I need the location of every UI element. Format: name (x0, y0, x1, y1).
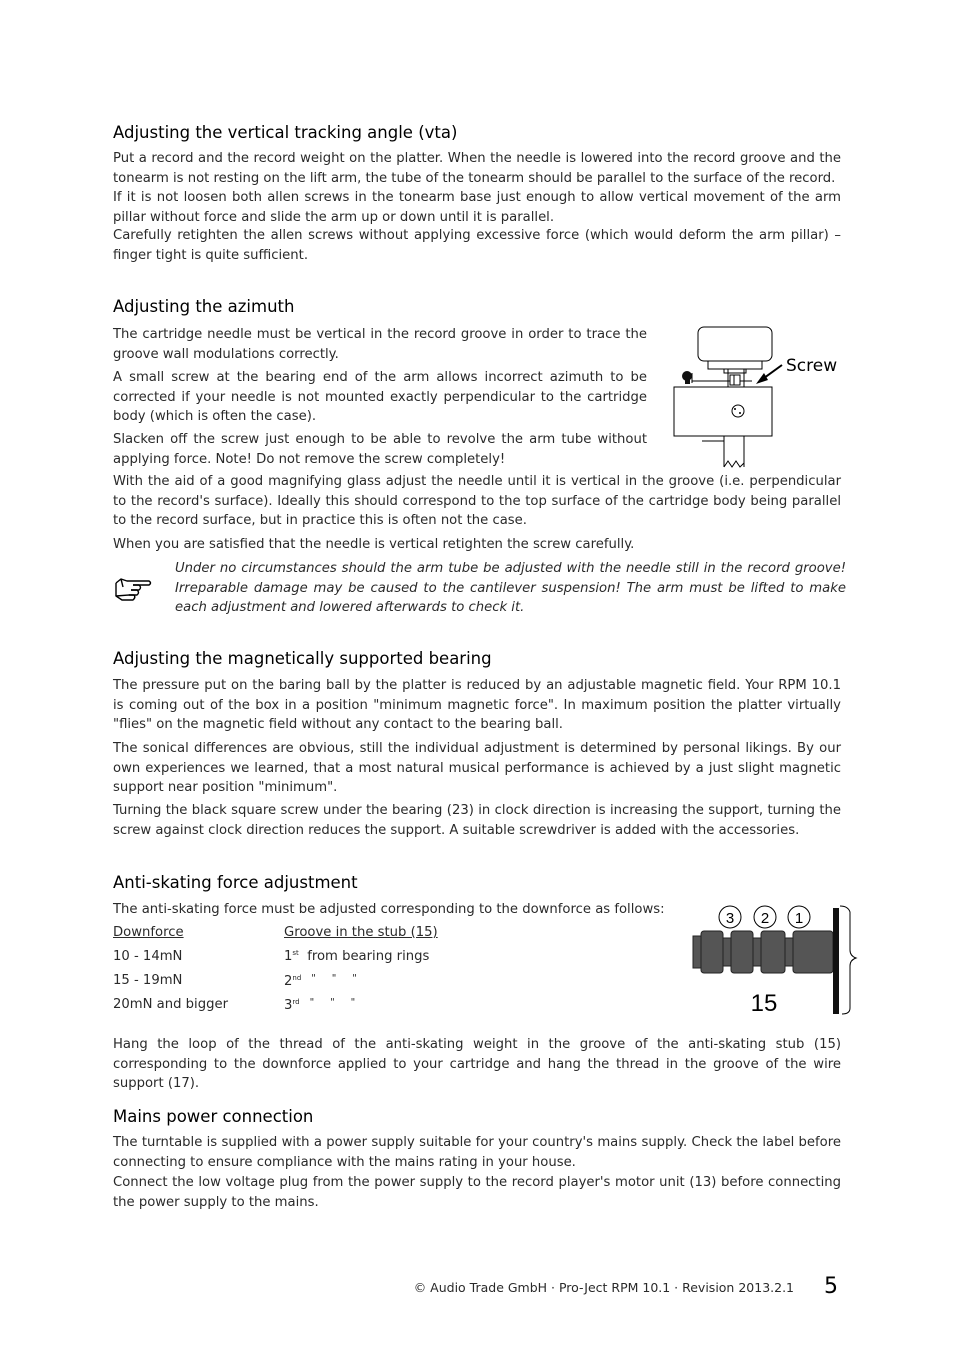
magnetic-paragraph-3: Turning the black square screw under the bearing (23) in clock direction is increasing the support, turning the screw against clock direction reduces the support. A suitable screwdriver is added with the accessories. (113, 803, 841, 838)
table-header-groove: Groove in the stub (15) (284, 925, 438, 940)
table-row-3-groove: 3rd " " " (284, 997, 356, 1013)
anti-skating-stub-figure (690, 900, 870, 1020)
vta-paragraph-1: Put a record and the record weight on the platter. When the needle is lowered into the record groove and the tonearm is not resting on the lift arm, the tube of the tonearm should be parallel to the surface of the record. (113, 151, 841, 186)
groove-marker-2: 2 (760, 910, 770, 927)
section-heading-vta: Adjusting the vertical tracking angle (vta) (113, 123, 458, 142)
pointing-hand-icon (113, 573, 153, 605)
azimuth-paragraph-3: Slacken off the screw just enough to be able to revolve the arm tube without applying force. Note! Do not remove the screw completely! (113, 432, 647, 467)
table-header-downforce: Downforce (113, 925, 184, 940)
vta-paragraph-2: If it is not loosen both allen screws in the tonearm base just enough to allow vertical movement of the arm pillar without force and slide the arm up or down until it is parallel. (113, 190, 841, 225)
magnetic-paragraph-2: The sonical differences are obvious, still the individual adjustment is determined by personal likings. By our own experiences we learned, that a most natural musical performance is achieved by a just slight magnetic support near position "minimum". (113, 741, 841, 796)
azimuth-paragraph-2: A small screw at the bearing end of the arm allows incorrect azimuth to be corrected if your needle is not mounted exactly perpendicular to the cartridge body (which is often the case). (113, 370, 647, 425)
anti-skating-outro: Hang the loop of the thread of the anti-skating weight in the groove of the anti-skating stub (15) corresponding to the downforce applied to your cartridge and hang the thread in the groove of the wire support (17). (113, 1037, 841, 1092)
azimuth-paragraph-1: The cartridge needle must be vertical in the record groove in order to trace the groove wall modulations correctly. (113, 327, 647, 362)
azimuth-paragraph-5: When you are satisfied that the needle is vertical retighten the screw carefully. (113, 537, 635, 552)
azimuth-screw-figure (672, 325, 852, 475)
section-heading-azimuth: Adjusting the azimuth (113, 297, 295, 316)
footer-copyright: © Audio Trade GmbH · Pro-Ject RPM 10.1 · Revision 2013.2.1 (413, 1280, 794, 1295)
table-row-2-downforce: 15 - 19mN (113, 973, 183, 988)
azimuth-paragraph-4: With the aid of a good magnifying glass adjust the needle until it is vertical in the groove (i.e. perpendicular to the record's surface). Ideally this should correspond to the top surface of the cartridge body being parallel to the record surface, but in practice this is often not the case. (113, 474, 841, 529)
table-row-1-groove: 1st from bearing rings (284, 949, 430, 964)
groove-marker-1: 1 (794, 910, 804, 927)
section-heading-magnetic-bearing: Adjusting the magnetically supported bearing (113, 649, 492, 668)
table-row-1-downforce: 10 - 14mN (113, 949, 183, 964)
mains-paragraph-1: The turntable is supplied with a power supply suitable for your country's mains supply. Check the label before connecting to ensure compliance with the mains rating in your house. (113, 1135, 841, 1170)
mains-paragraph-2: Connect the low voltage plug from the power supply to the record player's motor unit (13) before connecting the power supply to the mains. (113, 1175, 841, 1210)
figure-label-screw: Screw (786, 356, 838, 376)
section-heading-mains: Mains power connection (113, 1107, 314, 1126)
page-number: 5 (824, 1274, 838, 1299)
part-number-15: 15 (750, 990, 778, 1017)
groove-marker-3: 3 (725, 910, 735, 927)
magnetic-paragraph-1: The pressure put on the baring ball by the platter is reduced by an adjustable magnetic field. Your RPM 10.1 is coming out of the box in a position "minimum magnetic force". In maximum position the platter virtually "flies" on the magnetic field without any contact to the bearing ball. (113, 678, 841, 733)
azimuth-warning-text: Under no circumstances should the arm tube be adjusted with the needle still in the record groove! Irreparable damage may be caused to the cantilever suspension! The arm must be lifted to make each adjustment and lowered afterwards to check it. (175, 561, 846, 616)
vta-paragraph-3: Carefully retighten the allen screws without applying excessive force (which would deform the arm pillar) – finger tight is quite sufficient. (113, 228, 841, 263)
table-row-2-groove: 2nd " " " (284, 973, 357, 989)
section-heading-anti-skating: Anti-skating force adjustment (113, 873, 358, 892)
anti-skating-intro: The anti-skating force must be adjusted corresponding to the downforce as follows: (113, 902, 665, 917)
table-row-3-downforce: 20mN and bigger (113, 997, 228, 1012)
